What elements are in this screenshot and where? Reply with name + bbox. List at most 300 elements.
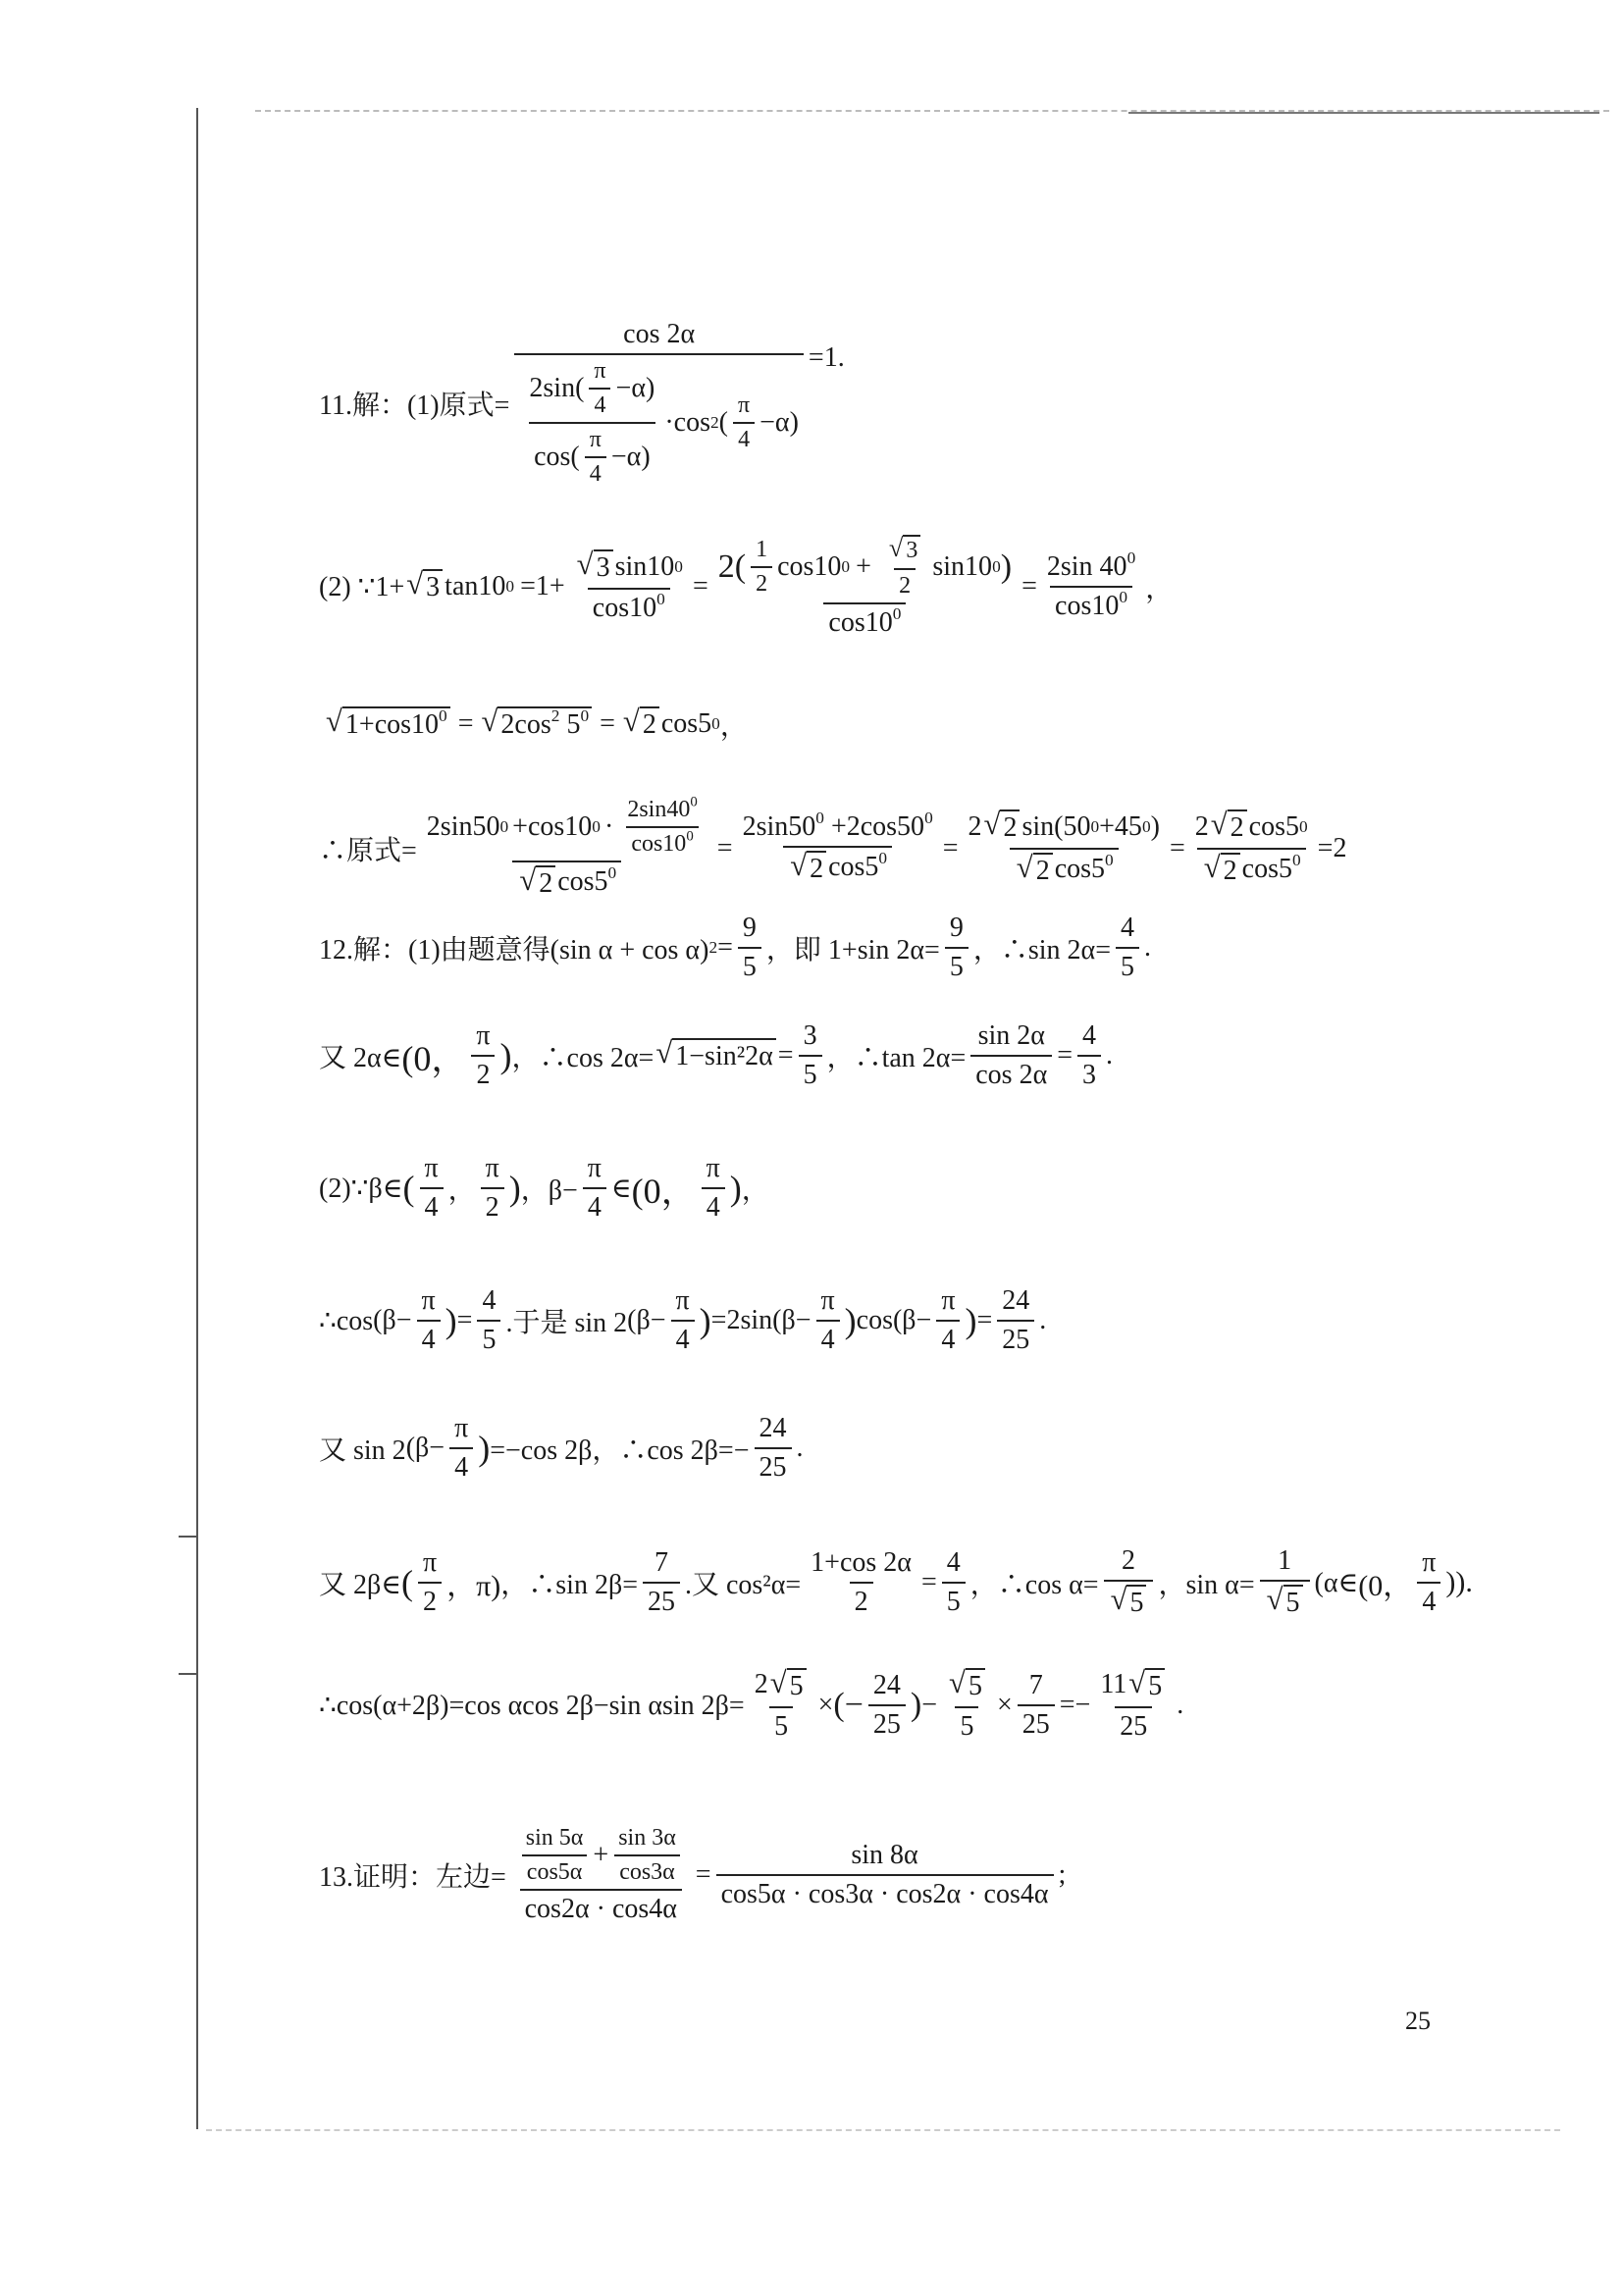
denominator: 4 bbox=[671, 1320, 695, 1356]
nine-fifths bbox=[945, 913, 969, 983]
radicand: 3 bbox=[903, 535, 920, 565]
inner-text: 1+cos10 bbox=[344, 709, 440, 741]
numerator: 2 √ 2 sin(50 0 +45 0 ) bbox=[968, 808, 1160, 844]
degree: 0 bbox=[1126, 548, 1136, 567]
sqrt2: √ 2 bbox=[623, 706, 659, 742]
radicand: 3 bbox=[423, 569, 443, 604]
interval-close: ) bbox=[499, 1036, 512, 1075]
right-fraction bbox=[716, 1840, 1054, 1910]
two-sqrt5-over-5 bbox=[750, 1668, 813, 1743]
denominator: cos5α bbox=[522, 1854, 588, 1886]
fraction-1 bbox=[422, 794, 712, 901]
pi-over-4 bbox=[417, 1285, 441, 1356]
solution-11-part2: (2) ∵1+ √ 3 tan10 0 =1+ √ 3 sin10 0 $\cos 10^0$ = 2( $\frac{1}{2}$ cos10 0 + √ 3 2 sin10 0 ) $\cos 10^0$ = $\frac{2\sin 40^0}{\cos 10^0}$ ， bbox=[319, 533, 1174, 638]
comma: ， bbox=[741, 1175, 769, 1206]
four-fifths bbox=[1116, 913, 1139, 983]
equals: = bbox=[942, 832, 959, 863]
period: . bbox=[1177, 1689, 1184, 1720]
four: 4 bbox=[589, 388, 610, 419]
sqrt5: √ 5 bbox=[1128, 1668, 1165, 1703]
sqrt2: √ 2 bbox=[790, 851, 826, 886]
denominator bbox=[512, 861, 621, 901]
denominator: 5 bbox=[942, 1582, 966, 1618]
numerator: 24 bbox=[759, 1413, 787, 1443]
sqrt2: √ 2 bbox=[1017, 853, 1053, 888]
denominator bbox=[783, 846, 892, 886]
denominator: 2 bbox=[418, 1582, 442, 1618]
tan-text: tan10 bbox=[445, 570, 506, 601]
equals: = bbox=[692, 570, 708, 601]
numerator: 2 bbox=[1122, 1545, 1136, 1576]
sqrt5-over-5 bbox=[942, 1668, 992, 1743]
open-beta: (β− bbox=[627, 1305, 666, 1335]
numerator: 9 bbox=[742, 913, 757, 943]
numerator: 9 bbox=[949, 913, 964, 943]
numerator: 1 bbox=[1278, 1545, 1292, 1576]
radicand: 2 bbox=[1228, 809, 1247, 845]
denominator: 4 bbox=[417, 1320, 441, 1356]
fraction-4 bbox=[1190, 809, 1313, 887]
denominator: 5 bbox=[1116, 947, 1139, 983]
solution-12-part2-line3 bbox=[319, 1413, 804, 1484]
seven-over-25 bbox=[643, 1547, 680, 1618]
text: .于是 sin 2 bbox=[505, 1308, 628, 1338]
result: =1. bbox=[808, 342, 845, 373]
pi-over-4 bbox=[449, 1413, 473, 1484]
denominator bbox=[1104, 1580, 1154, 1620]
cos: cos bbox=[856, 1305, 893, 1335]
numerator bbox=[1042, 548, 1140, 586]
numerator: π bbox=[706, 1153, 720, 1183]
element-of: ∈ bbox=[610, 1174, 632, 1204]
pi-over-4 bbox=[702, 1153, 725, 1224]
fraction-a bbox=[570, 549, 688, 624]
numerator: sin 3α bbox=[618, 1825, 676, 1851]
two-over-sqrt5 bbox=[1104, 1545, 1154, 1620]
radicand: 5 bbox=[1145, 1668, 1165, 1703]
pi-over-4 bbox=[585, 427, 606, 488]
solution-12-part2-line5 bbox=[319, 1668, 1183, 1743]
equals: = bbox=[716, 832, 733, 863]
equals: = bbox=[457, 708, 474, 739]
numerator: π bbox=[587, 1153, 602, 1183]
four-fifths bbox=[942, 1547, 966, 1618]
times: × bbox=[996, 1689, 1013, 1720]
pi-over-4 bbox=[1417, 1547, 1440, 1618]
fraction-3 bbox=[964, 809, 1165, 887]
numerator: π bbox=[675, 1285, 690, 1316]
radicand bbox=[497, 706, 592, 742]
two-open: 2( bbox=[717, 548, 747, 585]
numerator: π bbox=[422, 1546, 438, 1578]
label: 又 2β∈ bbox=[319, 1569, 401, 1600]
open-bracket: ( bbox=[400, 1562, 413, 1602]
sin-text: 2sin( bbox=[529, 373, 585, 403]
numerator: 2sin50 0 +cos10 0 · $\frac{2\sin 40^0}{\cos 10^0}$ bbox=[422, 797, 712, 861]
numerator: sin 2α bbox=[977, 1020, 1045, 1051]
left-tick-2 bbox=[179, 1673, 196, 1675]
end: ). bbox=[1455, 1565, 1473, 1598]
top-solid-rule bbox=[1128, 112, 1599, 114]
radicand: 5 bbox=[787, 1668, 807, 1703]
degree: 0 bbox=[580, 706, 590, 726]
degree: 0 bbox=[815, 808, 824, 827]
denominator: 5 bbox=[955, 1706, 978, 1743]
pi-over-4 bbox=[733, 392, 755, 453]
five: 5 bbox=[566, 709, 581, 741]
cos5: cos5 bbox=[1054, 853, 1106, 884]
numerator bbox=[882, 535, 927, 568]
text: ，∴tan 2α= bbox=[826, 1043, 967, 1073]
denominator: 5 bbox=[477, 1320, 500, 1356]
numerator bbox=[942, 1668, 992, 1706]
numerator: 7 bbox=[1028, 1669, 1043, 1700]
sqrt-expression-1: √ $1+\cos 10^0$ bbox=[326, 706, 450, 742]
label: (2) ∵1+ bbox=[319, 571, 405, 602]
24-over-25 bbox=[868, 1670, 906, 1741]
cos5: cos5 bbox=[1248, 811, 1299, 842]
equals: = bbox=[600, 708, 615, 739]
interval-open: (0， bbox=[631, 1171, 697, 1211]
label: 13.证明：左边= bbox=[319, 1862, 506, 1893]
numerator: π bbox=[941, 1285, 956, 1316]
open-beta: (β− bbox=[405, 1433, 445, 1463]
plus-2cos50: +2cos50 bbox=[830, 811, 925, 842]
text: ，∴cos 2α= bbox=[511, 1043, 654, 1073]
cos10: cos10 bbox=[1055, 590, 1120, 621]
half-angle-fraction bbox=[806, 1547, 916, 1618]
sin50: 2sin50 bbox=[426, 811, 500, 842]
equals: = bbox=[717, 932, 733, 963]
sin-over-cos bbox=[970, 1020, 1052, 1091]
sin50: sin(50 bbox=[1021, 811, 1091, 842]
numerator: π bbox=[454, 1413, 469, 1443]
solution-11-part1 bbox=[319, 319, 845, 488]
sqrt5: √ 5 bbox=[949, 1668, 985, 1703]
open-beta: (β− bbox=[892, 1305, 932, 1335]
text: ，∴sin 2β= bbox=[500, 1569, 638, 1600]
sin10: sin10 bbox=[614, 550, 675, 582]
pi-over-4 bbox=[419, 1153, 443, 1224]
sqrt5: √ 5 bbox=[770, 1668, 807, 1703]
sqrt2: √ 2 bbox=[984, 809, 1021, 845]
plus-cos10: +cos10 bbox=[512, 811, 593, 842]
radicand: 2 bbox=[1221, 853, 1240, 888]
radicand: 2 bbox=[1033, 853, 1053, 888]
sqrt-expression-2: √ $2\cos^2$ $5^0$ bbox=[482, 706, 593, 742]
solution-11-final bbox=[319, 794, 1347, 901]
two: 2 bbox=[1194, 811, 1209, 842]
degree: 0 bbox=[892, 603, 902, 623]
four: 4 bbox=[733, 422, 755, 453]
inner-fraction bbox=[524, 358, 659, 488]
text: ，β− bbox=[520, 1175, 578, 1206]
denominator: 4 bbox=[583, 1187, 606, 1224]
pi-over-4 bbox=[936, 1285, 960, 1356]
close-bracket: ) bbox=[508, 1169, 521, 1208]
radicand: 2 bbox=[640, 706, 659, 742]
radicand: 2 bbox=[807, 851, 826, 886]
numerator: 2 √ 2 cos5 0 bbox=[1194, 808, 1308, 844]
label: (2)∵β∈ bbox=[319, 1174, 403, 1204]
open-beta: (β− bbox=[373, 1305, 412, 1335]
radicand: 1−sin²2α bbox=[672, 1038, 776, 1073]
equals: = bbox=[976, 1305, 993, 1335]
solution-12-part2-line1 bbox=[319, 1153, 769, 1224]
denominator: 4 bbox=[420, 1187, 444, 1224]
cos-text: cos( bbox=[534, 442, 580, 472]
cos10: cos10 bbox=[631, 831, 687, 857]
period: . bbox=[1106, 1040, 1114, 1070]
numerator: 4 bbox=[482, 1285, 497, 1316]
tan5a bbox=[521, 1825, 589, 1886]
result: =2 bbox=[1317, 832, 1347, 863]
denominator bbox=[1010, 848, 1119, 888]
period: . bbox=[1144, 932, 1151, 963]
inner-numerator bbox=[524, 358, 659, 422]
sin10: sin10 bbox=[932, 550, 993, 582]
denominator bbox=[823, 602, 906, 639]
text: ，即 1+sin 2α= bbox=[765, 935, 940, 965]
denominator: cos3α bbox=[614, 1854, 680, 1886]
two: 2 bbox=[968, 811, 982, 842]
open-paren: ( bbox=[718, 407, 728, 438]
numerator: 3 bbox=[803, 1020, 817, 1051]
numerator: 4 bbox=[1082, 1020, 1097, 1051]
cos5: cos5 bbox=[828, 852, 879, 882]
degree: 0 bbox=[878, 848, 888, 867]
sin50: 2sin50 bbox=[742, 811, 816, 842]
denominator: 5 bbox=[769, 1706, 793, 1743]
denominator: 25 bbox=[1018, 1704, 1055, 1741]
solution-11-sqrt-line: √ $1+\cos 10^0$ = √ $2\cos^2$ $5^0$ = √ 2 cos5 0 ， bbox=[326, 704, 748, 742]
text: ，∴cos α= bbox=[969, 1569, 1099, 1600]
fraction-c bbox=[1042, 548, 1140, 622]
numerator: 4 bbox=[1121, 913, 1134, 943]
close-paren: ) bbox=[1000, 548, 1013, 585]
denominator: 4 bbox=[936, 1320, 960, 1356]
denominator: 2sin( $\frac{\pi}{4}$ −α) cos( $\frac{\pi}{4}$ −α) ·cos 2 ( $\frac{\pi}{4}$ −α) bbox=[514, 353, 804, 488]
denominator: cos5α · cos3α · cos2α · cos4α bbox=[716, 1874, 1054, 1910]
text: ，∴sin 2α= bbox=[972, 935, 1111, 965]
result-fraction bbox=[1095, 1668, 1172, 1743]
degree: 0 bbox=[607, 862, 617, 882]
denominator: 4 bbox=[1417, 1582, 1440, 1618]
pi: π bbox=[594, 358, 606, 384]
left-binding-line bbox=[196, 108, 198, 2129]
plus: + bbox=[593, 1840, 609, 1870]
nine-fifths bbox=[738, 913, 761, 983]
text: .又 cos²α= bbox=[684, 1569, 802, 1600]
denominator bbox=[626, 826, 698, 858]
label: 12.解：(1)由题意得(sin α + cos α) bbox=[319, 935, 709, 965]
numerator: sin 5α bbox=[525, 1825, 584, 1851]
numerator: cos 2α bbox=[623, 319, 696, 349]
denominator bbox=[588, 588, 670, 624]
eleven: 11 bbox=[1100, 1669, 1127, 1699]
denominator bbox=[1050, 586, 1132, 622]
radicand: 5 bbox=[1126, 1585, 1146, 1620]
numerator bbox=[511, 1825, 691, 1889]
comma: ， bbox=[1145, 573, 1174, 604]
degree: 0 bbox=[439, 706, 447, 726]
numerator: 24 bbox=[872, 1669, 901, 1700]
close-paren: ) bbox=[1150, 811, 1160, 842]
equals: = bbox=[777, 1040, 794, 1070]
two-cos: 2cos bbox=[500, 709, 551, 741]
interval-open: (0， bbox=[1358, 1569, 1413, 1602]
denominator: 25 bbox=[868, 1704, 906, 1741]
radicand: 5 bbox=[966, 1668, 985, 1703]
denominator bbox=[1197, 848, 1306, 888]
denominator bbox=[1260, 1580, 1310, 1620]
comma-pi: ，π) bbox=[446, 1569, 501, 1602]
sqrt2: √ 2 bbox=[1211, 809, 1247, 845]
label: 又 sin 2 bbox=[319, 1435, 406, 1466]
text: ，sin α= bbox=[1158, 1569, 1255, 1600]
sqrt3: √ 3 bbox=[577, 549, 613, 585]
solution-12-part1-line2 bbox=[319, 1020, 1113, 1091]
radicand: 2 bbox=[1000, 809, 1020, 845]
numerator bbox=[1095, 1668, 1172, 1706]
sin40: 2sin40 bbox=[627, 797, 691, 822]
radicand: 3 bbox=[594, 549, 613, 585]
degree: 0 bbox=[686, 828, 694, 845]
label: 11.解：(1)原式= bbox=[319, 391, 510, 421]
comma: ， bbox=[719, 711, 748, 742]
denominator: 25 bbox=[643, 1582, 680, 1618]
sqrt2: √ 2 bbox=[519, 865, 555, 901]
numerator: 4 bbox=[946, 1546, 961, 1578]
pi: π bbox=[589, 427, 602, 452]
text: (α∈ bbox=[1314, 1567, 1359, 1598]
label: 又 2α∈ bbox=[319, 1043, 402, 1073]
close-bracket: ) bbox=[729, 1169, 742, 1208]
pi-over-4 bbox=[589, 358, 610, 419]
denominator: 5 bbox=[738, 947, 761, 983]
pi-over-2 bbox=[418, 1547, 442, 1618]
sin40: 2sin 40 bbox=[1046, 550, 1127, 582]
radicand: 2 bbox=[536, 865, 555, 901]
one-over-sqrt5 bbox=[1260, 1545, 1310, 1620]
numerator bbox=[622, 794, 702, 826]
sqrt-expression: √ 1−sin²2α bbox=[655, 1038, 775, 1073]
bottom-dashed-rule bbox=[206, 2129, 1560, 2131]
square: 2 bbox=[550, 706, 560, 726]
numerator: √ 3 sin10 0 bbox=[576, 548, 683, 584]
denominator: cos 2α bbox=[970, 1055, 1052, 1091]
sqrt3: √ 3 bbox=[406, 569, 443, 604]
numerator: π bbox=[421, 1285, 436, 1316]
radicand: 5 bbox=[1283, 1585, 1303, 1620]
numerator: π bbox=[485, 1153, 499, 1183]
label: ∴原式= bbox=[319, 835, 417, 866]
numerator: π bbox=[1422, 1546, 1437, 1578]
pi-over-4 bbox=[583, 1153, 606, 1224]
one: 1 bbox=[756, 536, 768, 562]
denominator: 4 bbox=[816, 1320, 840, 1356]
interval-open: (0， bbox=[401, 1038, 467, 1078]
cos5: cos5 bbox=[660, 708, 712, 739]
equals: = bbox=[695, 1859, 711, 1890]
left-fraction bbox=[511, 1825, 691, 1925]
minus-alpha: −α) bbox=[615, 373, 655, 403]
text: =−cos 2β，∴cos 2β=− bbox=[490, 1435, 750, 1466]
minus-alpha: −α) bbox=[759, 407, 799, 438]
cos10: cos10 bbox=[777, 550, 842, 582]
numerator: π bbox=[424, 1153, 439, 1183]
pi-over-4 bbox=[816, 1285, 840, 1356]
degree: 0 bbox=[690, 794, 698, 810]
close-paren: ) bbox=[445, 1301, 457, 1340]
radicand bbox=[342, 706, 450, 742]
label: ∴cos(α+2β)=cos αcos 2β−sin αsin 2β= bbox=[319, 1690, 745, 1721]
degree: 0 bbox=[1105, 850, 1114, 869]
four: 4 bbox=[585, 456, 606, 488]
close-paren: ) bbox=[699, 1301, 711, 1340]
sqrt5: √ 5 bbox=[1111, 1585, 1147, 1620]
denominator: 4 bbox=[702, 1187, 725, 1224]
cos10: cos10 bbox=[592, 592, 657, 623]
sqrt3-over-2 bbox=[882, 535, 927, 600]
close-paren: ) bbox=[478, 1429, 491, 1468]
proof-13 bbox=[319, 1825, 1066, 1925]
numerator: π bbox=[476, 1020, 491, 1051]
minus: − bbox=[921, 1689, 938, 1720]
period: . bbox=[796, 1433, 804, 1463]
left-tick-1 bbox=[179, 1536, 196, 1538]
open-bracket: ( bbox=[402, 1169, 415, 1208]
equals: = bbox=[456, 1305, 473, 1335]
period: . bbox=[1039, 1305, 1047, 1335]
comma: ， bbox=[447, 1175, 476, 1206]
sqrt5: √ 5 bbox=[1267, 1585, 1303, 1620]
numerator: sin 8α bbox=[851, 1840, 918, 1870]
tan3a bbox=[613, 1825, 681, 1886]
cos5: cos5 bbox=[1241, 853, 1292, 884]
equals: = bbox=[920, 1566, 937, 1597]
dot: · bbox=[603, 811, 614, 842]
semicolon: ; bbox=[1058, 1859, 1067, 1890]
equals-negative: =− bbox=[1059, 1689, 1091, 1720]
denominator: 5 bbox=[945, 947, 969, 983]
interval-close: ) bbox=[1445, 1565, 1456, 1598]
numerator: 7 bbox=[654, 1546, 668, 1578]
cos10: cos10 bbox=[828, 606, 893, 638]
page-number: 25 bbox=[1405, 2007, 1431, 2035]
minus-alpha: −α) bbox=[610, 442, 651, 472]
inner-denominator bbox=[529, 422, 655, 488]
three-fifths bbox=[799, 1020, 822, 1091]
solution-12-part1-line1: 12.解：(1)由题意得(sin α + cos α) 2 = $\frac{9}{5}$ ，即 1+sin 2α= $\frac{9}{5}$ ，∴sin 2α= $\frac{4}{5}$ . bbox=[319, 913, 1151, 982]
numerator: 1+cos 2α bbox=[811, 1546, 912, 1578]
solution-12-part2-line2 bbox=[319, 1285, 1046, 1356]
equals: = bbox=[1169, 832, 1185, 863]
equals: = bbox=[1021, 570, 1037, 601]
open-beta: (β− bbox=[772, 1305, 812, 1335]
sin40-over-cos10 bbox=[622, 794, 702, 858]
text: =2sin bbox=[710, 1305, 773, 1335]
one-half bbox=[751, 537, 772, 598]
close-paren: ) bbox=[844, 1301, 857, 1340]
7-over-25 bbox=[1018, 1670, 1055, 1741]
denominator: 25 bbox=[755, 1447, 792, 1484]
result-fraction bbox=[997, 1285, 1034, 1356]
pi-over-2 bbox=[481, 1153, 504, 1224]
denominator: 2 bbox=[471, 1055, 495, 1091]
fraction-b bbox=[713, 535, 1017, 639]
pi: π bbox=[738, 392, 751, 418]
